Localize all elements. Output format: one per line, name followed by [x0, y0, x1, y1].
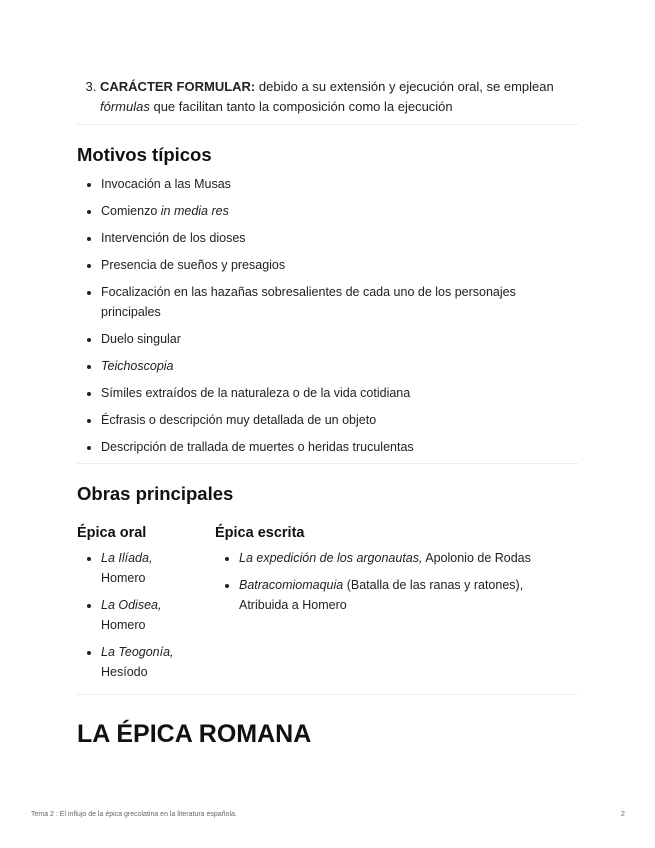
- work-item: [101, 548, 201, 588]
- work-author: Hesíodo: [101, 665, 148, 679]
- work-title: Batracomiomaquia: [239, 578, 344, 592]
- divider: [77, 124, 578, 125]
- motif-item: [101, 437, 578, 457]
- work-item: [101, 595, 201, 635]
- characteristic-text-2: que facilitan tanto la composición como la ejecución: [149, 99, 453, 114]
- work-item: [101, 642, 201, 682]
- oral-epic-list: [77, 548, 201, 689]
- motif-item: [101, 329, 578, 349]
- motif-text: Descripción de trallada de muertes o heridas truculentas: [101, 440, 414, 454]
- motif-text: Écfrasis o descripción muy detallada de un objeto: [101, 413, 377, 427]
- motif-text: Focalización en las hazañas sobresalientes de cada uno de los personajes principales: [101, 285, 516, 319]
- motif-item: [101, 410, 578, 430]
- work-title: La Teogonía,: [101, 645, 174, 659]
- motif-item: [101, 174, 578, 194]
- written-epic-heading: Épica escrita: [215, 525, 305, 541]
- works-heading: Obras principales: [77, 483, 234, 504]
- motif-text: Presencia de sueños y presagios: [101, 258, 286, 272]
- motif-text: Comienzo: [101, 204, 161, 218]
- motif-text: Símiles extraídos de la naturaleza o de la vida cotidiana: [101, 386, 411, 400]
- work-author: Homero: [101, 618, 146, 632]
- written-epic-list: [215, 548, 569, 622]
- motif-italic: in media res: [160, 204, 229, 218]
- work-title: La Odisea,: [101, 598, 162, 612]
- motif-item: [101, 228, 578, 248]
- motif-item: [101, 356, 578, 376]
- work-author: Apolonio de Rodas: [422, 551, 531, 565]
- motif-item: [101, 255, 578, 275]
- work-title: La expedición de los argonautas,: [239, 551, 423, 565]
- motifs-heading: Motivos típicos: [77, 144, 212, 165]
- characteristics-list: [77, 77, 578, 117]
- characteristic-italic: fórmulas: [100, 99, 150, 114]
- work-author: (Batalla de las ranas y ratones), Atribuida a Homero: [239, 578, 524, 612]
- section-title: LA ÉPICA ROMANA: [77, 720, 312, 748]
- footer-page-number: 2: [621, 811, 625, 818]
- characteristic-item-formular: [100, 77, 578, 117]
- characteristic-text-1: debido a su extensión y ejecución oral, se emplean: [255, 79, 554, 94]
- motif-text: Invocación a las Musas: [101, 177, 231, 191]
- oral-epic-heading: Épica oral: [77, 525, 147, 541]
- motif-text: Duelo singular: [101, 332, 181, 346]
- work-item: [239, 548, 569, 568]
- motif-item: [101, 282, 578, 322]
- divider: [77, 463, 578, 464]
- footer-document-title: Tema 2 : El influjo de la épica grecolatina en la literatura española.: [31, 811, 237, 818]
- motif-item: [101, 383, 578, 403]
- characteristic-term: CARÁCTER FORMULAR:: [100, 79, 256, 94]
- motifs-list: [77, 174, 578, 464]
- motif-item: [101, 201, 578, 221]
- motif-text: Intervención de los dioses: [101, 231, 246, 245]
- work-author: Homero: [101, 571, 146, 585]
- work-item: [239, 575, 569, 615]
- motif-italic: Teichoscopia: [101, 359, 174, 373]
- divider: [77, 694, 578, 695]
- work-title: La Ilíada,: [101, 551, 153, 565]
